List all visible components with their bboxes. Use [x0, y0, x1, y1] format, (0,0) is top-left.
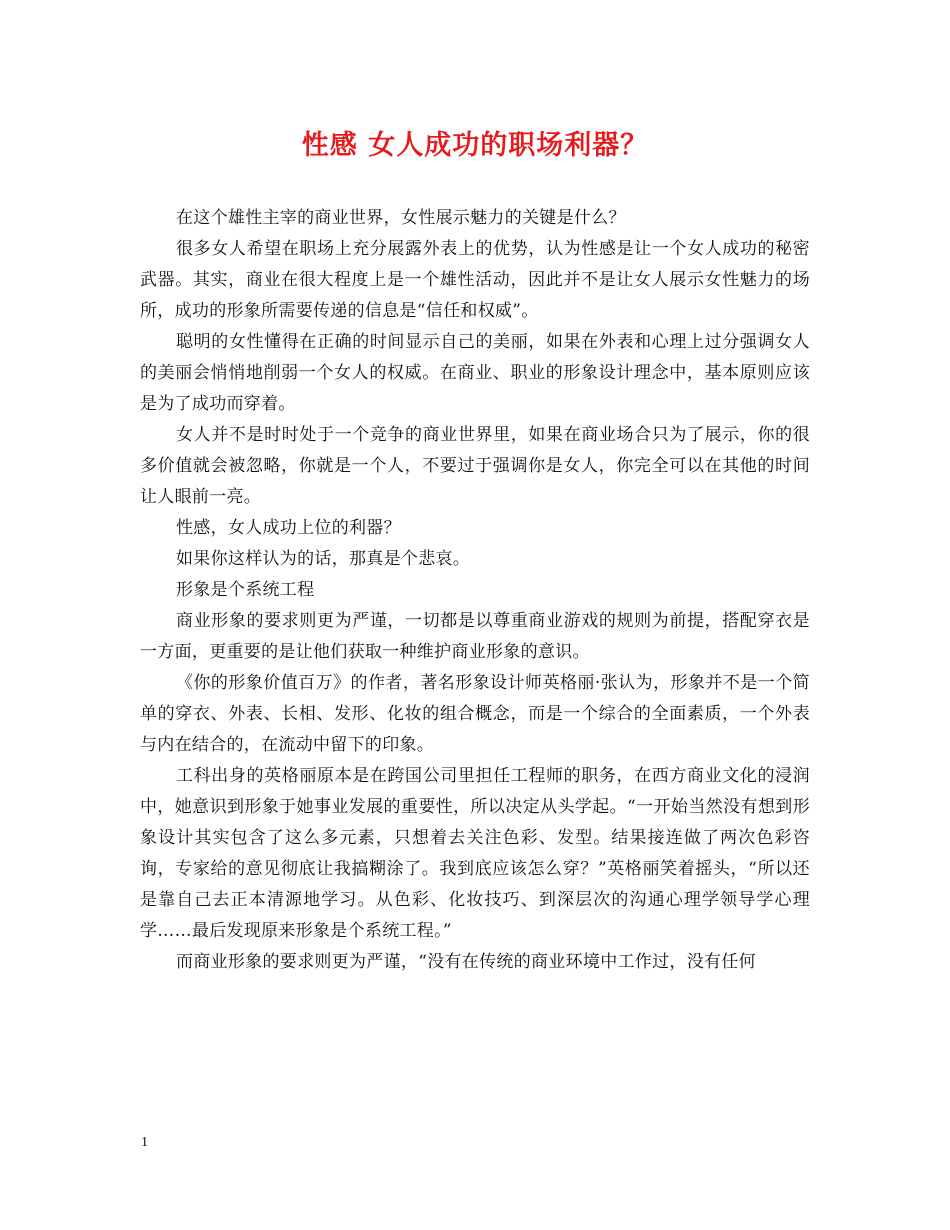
paragraph: 而商业形象的要求则更为严谨，“没有在传统的商业环境中工作过，没有任何: [176, 952, 756, 972]
section-heading: 形象是个系统工程: [176, 580, 315, 600]
paragraph: 女人并不是时时处于一个竞争的商业世界里，如果在商业场合只为了展示，你的很多价值就会被忽略，你就是一个人，不要过于强调你是女人，你完全可以在其他的时间让人眼前一亮。: [140, 425, 810, 507]
paragraph: 如果你这样认为的话，那真是个悲哀。: [176, 549, 471, 569]
paragraph: 《你的形象价值百万》的作者，著名形象设计师英格丽·张认为，形象并不是一个简单的穿衣、外表、长相、发形、化妆的组合概念，而是一个综合的全面素质，一个外表与内在结合的，在流动中留下的印象。: [140, 673, 810, 755]
paragraph: 在这个雄性主宰的商业世界，女性展示魅力的关键是什么？: [176, 208, 626, 228]
paragraph: 很多女人希望在职场上充分展露外表上的优势，认为性感是让一个女人成功的秘密武器。其实，商业在很大程度上是一个雄性活动，因此并不是让女人展示女性魅力的场所，成功的形象所需要传递的信息是“信任和权威”。: [140, 239, 810, 321]
paragraph: 聪明的女性懂得在正确的时间显示自己的美丽，如果在外表和心理上过分强调女人的美丽会悄悄地削弱一个女人的权威。在商业、职业的形象设计理念中，基本原则应该是为了成功而穿着。: [140, 332, 810, 414]
page-number: 1: [141, 1135, 148, 1150]
paragraph: 商业形象的要求则更为严谨，一切都是以尊重商业游戏的规则为前提，搭配穿衣是一方面，更重要的是让他们获取一种维护商业形象的意识。: [140, 611, 810, 662]
article-body: [140, 203, 810, 978]
page-title: 性感 女人成功的职场利器？: [301, 130, 649, 161]
paragraph: 性感，女人成功上位的利器？: [176, 518, 401, 538]
paragraph: 工科出身的英格丽原本是在跨国公司里担任工程师的职务，在西方商业文化的浸润中，她意识到形象于她事业发展的重要性，所以决定从头学起。“一开始当然没有想到形象设计其实包含了这么多元素，只想着去关注色彩、发型。结果接连做了两次色彩咨询，专家给的意见彻底让我搞糊涂了。我到底应该怎么穿？”英格丽笑着摇头，“所以还是靠自己去正本清源地学习。从色彩、化妆技巧、到深层次的沟通心理学领导学心理学……最后发现原来形象是个系统工程。”: [140, 766, 810, 941]
